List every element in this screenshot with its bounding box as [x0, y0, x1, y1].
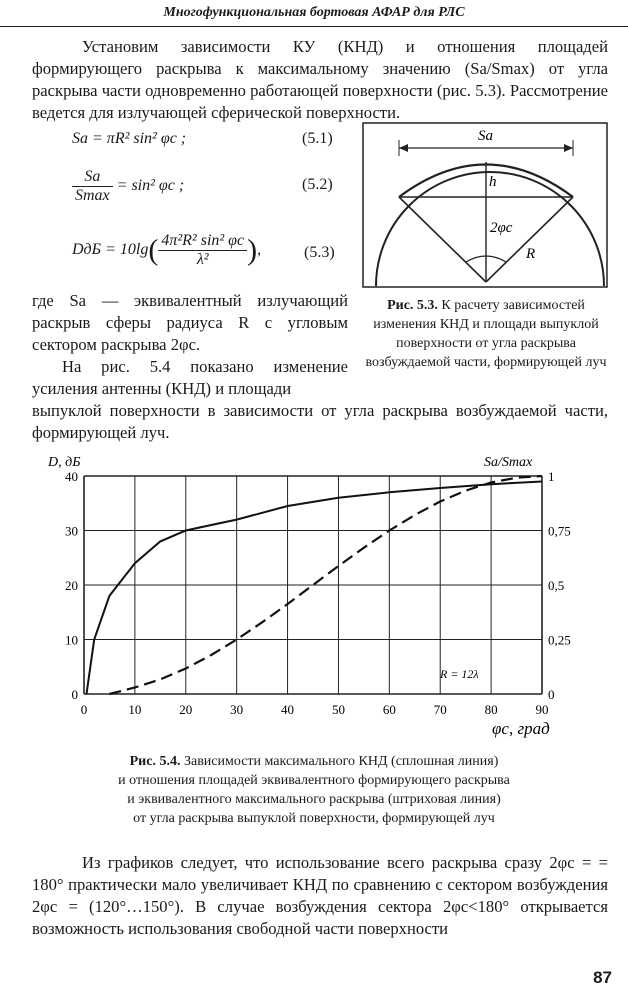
equation-5-2-denominator: Smax — [75, 187, 110, 204]
equation-5-2-numerator: Sa — [72, 168, 113, 187]
y-right-tick-label: 1 — [548, 469, 555, 484]
equation-5-1-number: (5.1) — [302, 130, 333, 147]
x-tick-label: 60 — [382, 702, 396, 717]
x-tick-labels — [81, 702, 549, 717]
x-tick-label: 70 — [433, 702, 447, 717]
equation-5-2-rhs: = sin² φc ; — [116, 177, 185, 195]
radius-left — [399, 197, 486, 282]
x-tick-label: 80 — [484, 702, 498, 717]
running-header: Многофункциональная бортовая АФАР для РЛС — [0, 0, 628, 27]
y-left-tick-labels — [65, 469, 78, 702]
figure-5-3-caption — [360, 296, 612, 372]
label-angle: 2φc — [490, 220, 513, 236]
y-right-tick-label: 0,25 — [548, 632, 571, 648]
paragraph-conclusion: Из графиков следует, что использование всего раскрыва сразу 2φc = = 180° практически мало увеличивает КНД по сравнению с сектором возбуждения 2φc = (120°…150°). В случае возбуждения сектора 2φc<180° открывается возможность использования свободной части поверхности — [32, 853, 608, 938]
label-h: h — [489, 174, 497, 190]
page-number: 87 — [593, 968, 612, 987]
chart-grid — [84, 476, 542, 694]
figure-5-4-caption-line-3: и эквивалентного максимального раскрыва (штриховая линия) — [127, 792, 501, 807]
y-left-tick-label: 0 — [71, 687, 78, 702]
equation-5-3-fraction — [158, 232, 247, 269]
x-tick-label: 50 — [331, 702, 345, 717]
figure-5-3-caption-text: К расчету зависимостей изменения КНД и площади выпуклой поверхности от угла раскрыва возбуждаемой части, формирующей луч — [365, 298, 607, 370]
equation-5-2 — [72, 168, 352, 216]
equation-5-1-body: Sa = πR² sin² φc ; — [72, 130, 187, 147]
y-left-axis-label: D, дБ — [48, 455, 81, 470]
paragraph-intro: Установим зависимости КУ (КНД) и отношения площадей формирующего раскрыва к максимальному значению (Sa/Smax) от угла раскрыва части одновременно работающей поверхности (рис. 5.3). Рассмотрение ведется для излучающей сферической поверхности. — [32, 37, 608, 122]
y-right-tick-label: 0,75 — [548, 523, 571, 539]
equation-5-3-tail: , — [257, 241, 262, 259]
y-right-tick-label: 0 — [548, 687, 555, 702]
figure-5-4-caption-line-4: от угла раскрыва выпуклой поверхности, формирующей луч — [133, 811, 495, 826]
x-tick-label: 30 — [230, 702, 244, 717]
chart-annotation: R = 12λ — [440, 667, 479, 681]
paragraph-where: где Sa — эквивалентный излучающий раскрыв сферы радиуса R с угловым сектором раскрыва 2φc. — [32, 291, 348, 354]
y-left-tick-label: 10 — [65, 632, 78, 648]
figure-5-4-chart — [36, 450, 584, 748]
figure-5-4-caption-line-2: и отношения площадей эквивалентного формирующего раскрыва — [118, 773, 510, 788]
figure-5-3-caption-label: Рис. 5.3. — [387, 298, 438, 313]
figure-5-3-diagram — [362, 122, 608, 288]
equation-5-3-number: (5.3) — [304, 244, 335, 261]
x-tick-label: 40 — [281, 702, 295, 717]
equation-5-2-number: (5.2) — [302, 176, 333, 193]
equation-5-3-numerator: 4π²R² sin² φc — [158, 232, 247, 251]
paragraph-fig-ref-continued: выпуклой поверхности в зависимости от угла раскрыва возбуждаемой части, формирующей луч. — [32, 401, 608, 442]
x-tick-label: 20 — [179, 702, 193, 717]
x-tick-label: 10 — [128, 702, 142, 717]
equation-5-1 — [72, 130, 352, 156]
y-left-tick-label: 30 — [65, 523, 78, 539]
figure-5-4-caption-label: Рис. 5.4. — [129, 754, 181, 769]
equation-5-3-denominator: λ² — [196, 251, 209, 268]
y-left-tick-label: 40 — [65, 469, 78, 484]
y-right-tick-labels — [548, 469, 571, 702]
equation-5-2-fraction — [72, 168, 113, 205]
x-tick-label: 90 — [535, 702, 549, 717]
x-axis-label: φc, град — [492, 719, 550, 738]
x-tick-label: 0 — [80, 702, 88, 717]
y-left-tick-label: 20 — [65, 578, 78, 593]
paragraph-fig-ref: На рис. 5.4 показано изменение усиления антенны (КНД) и площади — [32, 357, 348, 398]
equation-5-3: DдБ = 10lg( $\frac{\text{4π²R² sin² φc}}{\text{λ²}}$ ), (5.3) — [72, 232, 335, 268]
label-r: R — [526, 246, 536, 262]
y-right-tick-label: 0,5 — [548, 578, 565, 593]
figure-5-4-caption — [60, 752, 568, 828]
figure-5-4-caption-line-1: Зависимости максимального КНД (сплошная линия) — [183, 754, 499, 769]
radius-right — [486, 197, 573, 282]
y-right-axis-label: Sa/Smax — [484, 455, 533, 470]
series-kn-d-solid — [87, 482, 543, 695]
equation-5-3-lhs: DдБ = 10lg — [72, 241, 149, 259]
label-sa: Sa — [478, 128, 493, 144]
